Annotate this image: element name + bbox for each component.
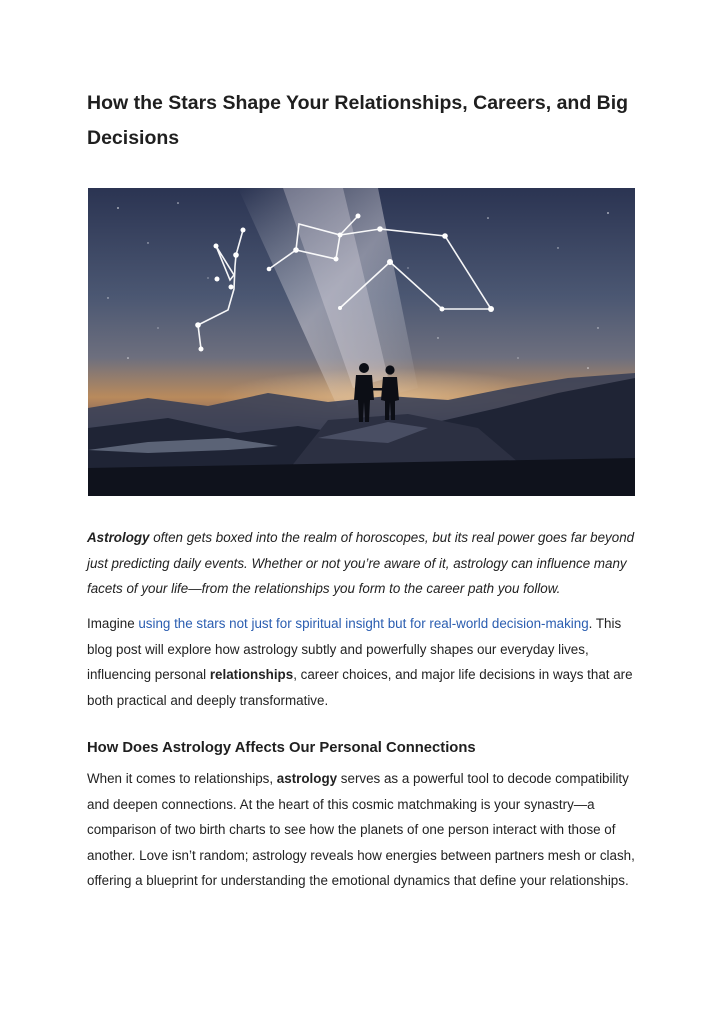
section-bold: astrology — [276, 771, 338, 786]
section-paragraph — [87, 766, 637, 894]
para2-before-link: Imagine — [87, 616, 139, 631]
intro-text: often gets boxed into the realm of horoscopes, but its real power goes far beyond just predicting daily events. Whether or not you’re aware of it, astrology can influence many facets of your life—from the relationships you form to the career path you follow. — [87, 530, 635, 596]
hero-image-constellation-couple — [88, 188, 635, 496]
section-text: serves as a powerful tool to decode compatibility and deepen connections. At the heart of this cosmic matchmaking is your synastry—a comparison of two birth charts to see how the planets of one person interact with those of another. Love isn’t random; astrology reveals how energies between partners mesh or clash, offering a blueprint for understanding the emotional dynamics that define your relationships. — [87, 771, 635, 888]
article-title: How the Stars Shape Your Relationships, Careers, and Big Decisions — [87, 92, 629, 149]
intro-lead-bold: Astrology — [87, 530, 150, 545]
para2-end: , career choices, and major life decisions in ways that are both practical and deeply transformative. — [87, 667, 633, 708]
para2-bold: relationships — [209, 667, 294, 682]
decision-making-link[interactable]: using the stars not just for spiritual insight but for real-world decision-making — [138, 616, 589, 631]
intro-paragraph — [87, 525, 637, 602]
section-heading: How Does Astrology Affects Our Personal Connections — [87, 740, 476, 756]
para2-after-link: . This blog post will explore how astrology subtly and powerfully shapes our everyday lives, influencing personal — [87, 616, 622, 682]
section-before-bold: When it comes to relationships, — [87, 771, 277, 786]
second-paragraph — [87, 611, 637, 713]
